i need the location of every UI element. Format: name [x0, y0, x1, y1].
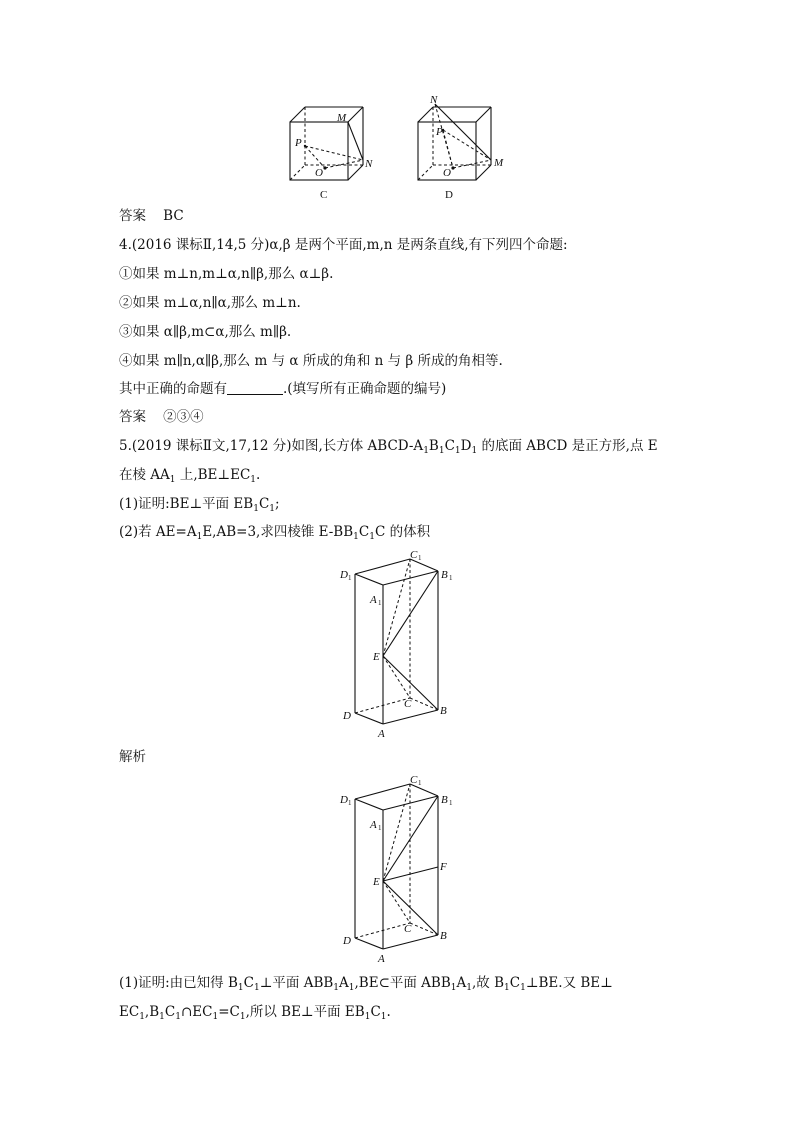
answer-value: BC — [163, 208, 184, 224]
answer-4 — [119, 408, 204, 426]
q4-prop-3: ③如果 α∥β,m⊂α,那么 m∥β. — [119, 324, 292, 340]
svg-text:E: E — [373, 651, 380, 663]
svg-text:A: A — [370, 594, 377, 606]
svg-text:1: 1 — [378, 824, 382, 832]
svg-text:D: D — [343, 935, 351, 947]
svg-text:1: 1 — [418, 554, 422, 562]
figure-cube-c — [280, 100, 380, 200]
label-p: P — [436, 126, 443, 138]
label-o: O — [443, 167, 451, 179]
figure-prism-1 — [340, 548, 460, 743]
svg-text:A: A — [378, 728, 385, 740]
label-p: P — [295, 137, 302, 149]
svg-text:B: B — [440, 930, 447, 942]
svg-text:A: A — [378, 953, 385, 965]
answer-3 — [119, 207, 184, 225]
label-o: O — [315, 167, 323, 179]
q5-sub-1: (1)证明:BE⊥平面 $EB_1C_1$; — [119, 496, 280, 514]
label-n: N — [430, 94, 438, 106]
q4-prop-1: ①如果 m⊥n,m⊥α,n∥β,那么 α⊥β. — [119, 266, 334, 282]
svg-text:1: 1 — [418, 779, 422, 787]
svg-text:1: 1 — [348, 799, 352, 807]
svg-text:B: B — [441, 569, 448, 581]
svg-text:E: E — [373, 876, 380, 888]
solution-line-2: $EC_1,B_1C_1\cap EC_1=C_1$,所以 BE⊥平面 $EB_1C_1$. — [119, 1004, 391, 1022]
label-m: M — [494, 157, 504, 169]
svg-text:D: D — [340, 569, 348, 581]
svg-text:C: C — [410, 774, 418, 786]
q4-ask: 其中正确的命题有 .(填写所有正确命题的编号) — [119, 381, 447, 397]
svg-text:D: D — [343, 710, 351, 722]
svg-text:1: 1 — [378, 599, 382, 607]
analysis-label: 解析 — [119, 749, 146, 765]
figure-cube-d — [408, 92, 518, 200]
svg-text:1: 1 — [449, 799, 453, 807]
answer-value: ②③④ — [163, 409, 204, 425]
q4-prop-4: ④如果 m∥n,α∥β,那么 m 与 α 所成的角和 n 与 β 所成的角相等. — [119, 353, 503, 369]
figure-prism-2 — [340, 773, 460, 968]
figure-caption: D — [445, 189, 453, 201]
figure-caption: C — [320, 189, 328, 201]
svg-text:C: C — [404, 698, 412, 710]
label-m: M — [337, 112, 347, 124]
svg-text:1: 1 — [449, 574, 453, 582]
answer-label: 答案 — [119, 409, 146, 425]
q5-line-2: 在棱 $AA_1$ 上$,BE\perp EC_1$. — [119, 467, 261, 485]
svg-text:A: A — [370, 819, 377, 831]
q4-prop-2: ②如果 m⊥α,n∥α,那么 m⊥n. — [119, 295, 301, 311]
svg-text:C: C — [404, 923, 412, 935]
svg-text:B: B — [441, 794, 448, 806]
svg-text:1: 1 — [348, 574, 352, 582]
answer-blank — [227, 382, 283, 395]
solution-line-1: (1)证明:由已知得 $B_1C_1\perp$平面 $ABB_1A_1,BE\subset$平面 $ABB_1A_1$,故 $B_1C_1\perp BE$.又 BE⊥ — [119, 975, 613, 993]
q5-sub-2: (2)若 $AE=A_1E,AB=3$,求四棱锥 $E-BB_1C_1C$ 的体积 — [119, 524, 431, 542]
svg-text:D: D — [340, 794, 348, 806]
label-n: N — [365, 158, 373, 170]
svg-text:C: C — [410, 549, 418, 561]
svg-text:B: B — [440, 705, 447, 717]
q5-head: 5.(2019 课标Ⅱ文,17,12 分)如图,长方体 ABCD-$A_1B_1C_1D_1$ 的底面 ABCD 是正方形,点 E — [119, 438, 658, 456]
answer-label: 答案 — [119, 208, 146, 224]
q4-head: 4.(2016 课标Ⅱ,14,5 分)α,β 是两个平面,m,n 是两条直线,有下列四个命题: — [119, 237, 568, 253]
svg-text:F: F — [440, 861, 447, 873]
